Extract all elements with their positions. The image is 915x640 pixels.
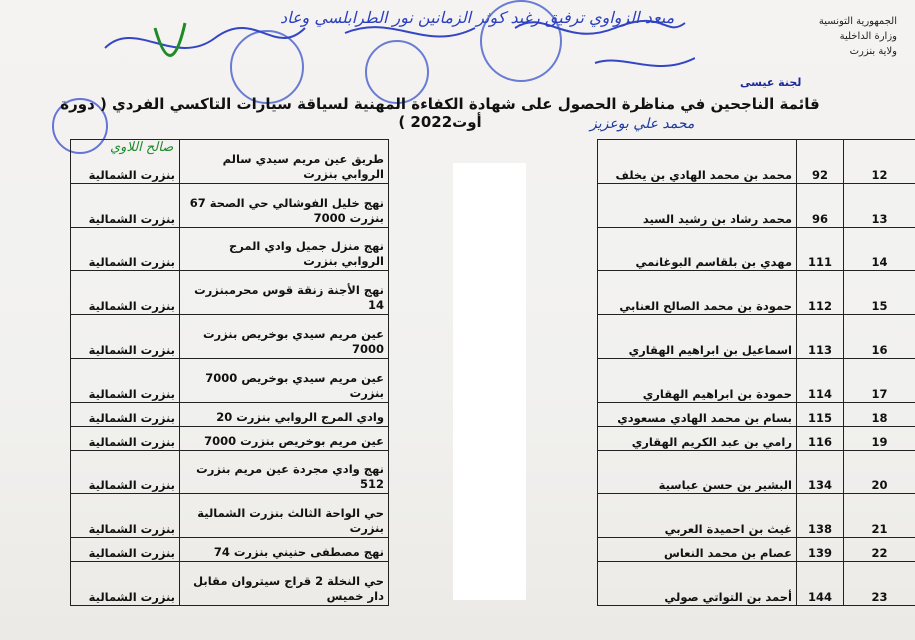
row-address: عين مريم سيدي بوخريص 7000 بنزرت	[180, 358, 389, 402]
row-number: 16	[844, 315, 915, 359]
row-score: 112	[797, 271, 844, 315]
ministry-header	[747, 14, 897, 59]
row-number: 12	[844, 140, 915, 184]
row-score: 139	[797, 538, 844, 562]
row-district: بنزرت الشمالية	[71, 227, 180, 271]
redaction-block	[453, 163, 526, 600]
row-district: بنزرت الشمالية	[71, 315, 180, 359]
row-name: البشير بن حسن عباسية	[598, 450, 797, 494]
row-score: 111	[797, 227, 844, 271]
row-name: اسماعيل بن ابراهيم الهقاري	[598, 315, 797, 359]
row-score: 144	[797, 562, 844, 606]
row-number: 21	[844, 494, 915, 538]
row-address: نهج وادي مجردة عين مريم بنزرت 512	[180, 450, 389, 494]
row-district: بنزرت الشمالية	[71, 358, 180, 402]
committee-stamp-text: لجنة عيسى	[740, 76, 802, 89]
header-ministry: وزارة الداخلية	[839, 31, 897, 42]
row-number: 13	[844, 183, 915, 227]
row-address: عين مريم بوخريص بنزرت 7000	[180, 426, 389, 450]
row-address: وادي المرج الروابي بنزرت 20	[180, 402, 389, 426]
row-district: بنزرت الشمالية	[71, 538, 180, 562]
row-name: محمد رشاد بن رشيد السيد	[598, 183, 797, 227]
row-address: عين مريم سيدي بوخريص بنزرت 7000	[180, 315, 389, 359]
row-number: 19	[844, 426, 915, 450]
row-score: 96	[797, 183, 844, 227]
row-score: 116	[797, 426, 844, 450]
row-score: 115	[797, 402, 844, 426]
row-number: 18	[844, 402, 915, 426]
row-number: 20	[844, 450, 915, 494]
row-name: محمد بن محمد الهادي بن يخلف	[598, 140, 797, 184]
row-number: 17	[844, 358, 915, 402]
row-address: نهج خليل الفوشالي حي الصحة 67 بنزرت 7000	[180, 183, 389, 227]
row-name: بسام بن محمد الهادي مسعودي	[598, 402, 797, 426]
row-name: عصام بن محمد النعاس	[598, 538, 797, 562]
row-district: بنزرت الشمالية	[71, 426, 180, 450]
row-name: حمودة بن ابراهيم الهقاري	[598, 358, 797, 402]
row-name: رامي بن عبد الكريم الهقاري	[598, 426, 797, 450]
row-name: أحمد بن التواتي صولي	[598, 562, 797, 606]
row-address: نهج الأجنة زنقة قوس محرمبنزرت 14	[180, 271, 389, 315]
page-title: قائمة الناجحين في مناظرة الحصول على شهادة الكفاءة المهنية لسياقة سيارات التاكسي الفردي ( دورة أوت2022 )	[60, 95, 820, 131]
row-address: حي النخلة 2 قراج سيتروان مقابل دار خميس	[180, 562, 389, 606]
row-score: 113	[797, 315, 844, 359]
row-score: 138	[797, 494, 844, 538]
row-name: حمودة بن محمد الصالح العنابي	[598, 271, 797, 315]
row-number: 22	[844, 538, 915, 562]
row-district: بنزرت الشمالية	[71, 562, 180, 606]
row-district: بنزرت الشمالية	[71, 140, 180, 184]
row-name: مهدي بن بلقاسم البوغانمي	[598, 227, 797, 271]
row-address: نهج مصطفى حنيني بنزرت 74	[180, 538, 389, 562]
row-score: 114	[797, 358, 844, 402]
row-district: بنزرت الشمالية	[71, 271, 180, 315]
row-address: طريق عين مريم سيدي سالم الروابي بنزرت	[180, 140, 389, 184]
row-number: 14	[844, 227, 915, 271]
handwritten-signatures: مبعد الزواوي ترفيق رغيد كوثر الزمانين نور الطرابلسي وعاد	[280, 8, 675, 27]
header-republic: الجمهورية التونسية	[818, 16, 897, 27]
row-number: 15	[844, 271, 915, 315]
row-district: بنزرت الشمالية	[71, 450, 180, 494]
handwritten-left-mark: صالح اللاوي	[110, 140, 174, 155]
handwritten-under-title: محمد علي بوعزيز	[590, 116, 695, 132]
row-name: غيث بن احميدة العربي	[598, 494, 797, 538]
row-score: 134	[797, 450, 844, 494]
row-score: 92	[797, 140, 844, 184]
row-district: بنزرت الشمالية	[71, 183, 180, 227]
header-governorate: ولاية بنزرت	[849, 46, 897, 57]
row-district: بنزرت الشمالية	[71, 494, 180, 538]
row-address: حي الواحة الثالث بنزرت الشمالية بنزرت	[180, 494, 389, 538]
row-address: نهج منزل جميل وادي المرج الروابي بنزرت	[180, 227, 389, 271]
row-district: بنزرت الشمالية	[71, 402, 180, 426]
row-number: 23	[844, 562, 915, 606]
